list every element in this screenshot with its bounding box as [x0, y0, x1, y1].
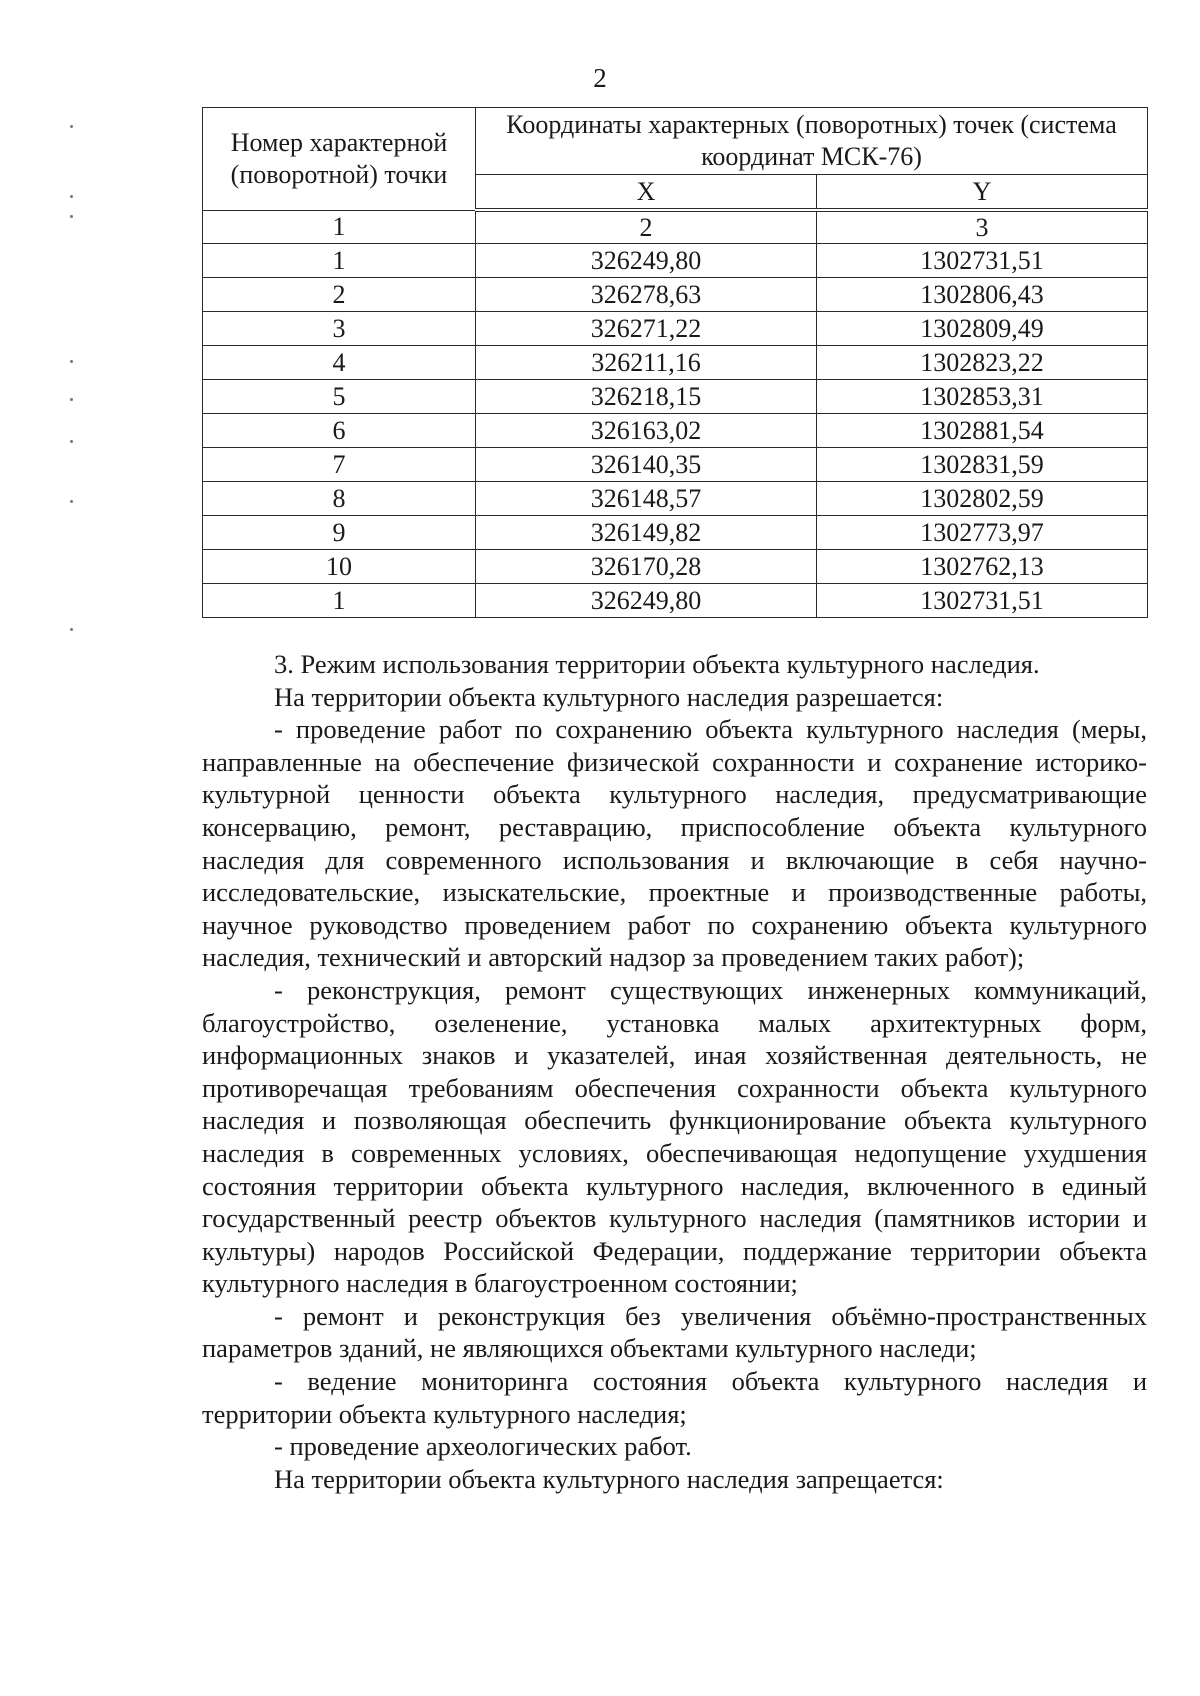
section-heading: 3. Режим использования территории объекта культурного наследия.: [274, 649, 1040, 679]
point-number: 9: [203, 516, 476, 550]
scan-mark: [70, 628, 73, 631]
point-number: 5: [203, 380, 476, 414]
coord-x: 326249,80: [476, 244, 817, 278]
coord-y: 1302802,59: [817, 482, 1148, 516]
table-row: [203, 414, 1148, 448]
coord-y: 1302762,13: [817, 550, 1148, 584]
list-item: - ремонт и реконструкция без увеличения объёмно-пространственных параметров зданий, не являющихся объектами культурного наследи;: [202, 1300, 1147, 1364]
scan-mark: [70, 215, 73, 218]
header-x: X: [476, 175, 817, 211]
list-item: - реконструкция, ремонт существующих инженерных коммуникаций, благоустройство, озеленение, установка малых архитектурных форм, информационных знаков и указателей, иная хозяйственная деятельность, не противоречащая требованиям обеспечения сохранности объекта культурного наследия и позволяющая обеспечить функционирование объекта культурного наследия в современных условиях, обеспечивающая недопущение ухудшения состояния территории объекта культурного наследия, включенного в единый государственный реестр объектов культурного наследия (памятников истории и культуры) народов Российской Федерации, поддержание территории объекта культурного наследия в благоустроенном состоянии;: [202, 974, 1147, 1299]
coordinates-table: [202, 107, 1148, 618]
point-number: 1: [203, 244, 476, 278]
point-number: 3: [203, 312, 476, 346]
table-row: [203, 312, 1148, 346]
point-number: 2: [203, 278, 476, 312]
coord-x: 326249,80: [476, 584, 817, 618]
coord-x: 326271,22: [476, 312, 817, 346]
point-number: 10: [203, 550, 476, 584]
scan-mark: [70, 125, 73, 128]
column-index: 2: [476, 210, 817, 244]
scan-mark: [70, 398, 73, 401]
table-row: [203, 482, 1148, 516]
table-row: [203, 346, 1148, 380]
point-number: 6: [203, 414, 476, 448]
header-point-number: Номер характерной (поворотной) точки: [203, 108, 476, 211]
coord-x: 326148,57: [476, 482, 817, 516]
coord-y: 1302809,49: [817, 312, 1148, 346]
coord-y: 1302823,22: [817, 346, 1148, 380]
column-index: 1: [203, 210, 476, 244]
table-row: [203, 550, 1148, 584]
table-row: [203, 380, 1148, 414]
scan-mark: [70, 360, 73, 363]
coord-y: 1302806,43: [817, 278, 1148, 312]
coord-y: 1302881,54: [817, 414, 1148, 448]
column-index-row: [203, 210, 1148, 244]
coord-x: 326170,28: [476, 550, 817, 584]
regime-section: [202, 648, 1147, 1495]
coord-x: 326211,16: [476, 346, 817, 380]
point-number: 8: [203, 482, 476, 516]
point-number: 7: [203, 448, 476, 482]
scan-mark: [70, 195, 73, 198]
coord-y: 1302731,51: [817, 244, 1148, 278]
scan-mark: [70, 440, 73, 443]
paragraph: На территории объекта культурного наследия запрещается:: [274, 1463, 944, 1494]
coord-y: 1302773,97: [817, 516, 1148, 550]
table-row: [203, 278, 1148, 312]
coord-x: 326218,15: [476, 380, 817, 414]
list-item: - проведение работ по сохранению объекта культурного наследия (меры, направленные на обеспечение физической сохранности и сохранение историко-культурной ценности объекта культурного наследия, предусматривающие консервацию, ремонт, реставрацию, приспособление объекта культурного наследия для современного использования и включающие в себя научно-исследовательские, изыскательские, проектные и производственные работы, научное руководство проведением работ по сохранению объекта культурного наследия, технический и авторский надзор за проведением таких работ);: [202, 714, 1147, 973]
list-item: - проведение археологических работ.: [274, 1431, 692, 1462]
header-y: Y: [817, 175, 1148, 211]
table-row: [203, 244, 1148, 278]
coord-y: 1302853,31: [817, 380, 1148, 414]
coord-x: 326149,82: [476, 516, 817, 550]
list-item: - ведение мониторинга состояния объекта культурного наследия и территории объекта культурного наследия;: [202, 1366, 1147, 1429]
table-row: [203, 584, 1148, 618]
coord-x: 326278,63: [476, 278, 817, 312]
scan-mark: [70, 500, 73, 503]
table-row: [203, 448, 1148, 482]
coord-x: 326140,35: [476, 448, 817, 482]
coord-x: 326163,02: [476, 414, 817, 448]
point-number: 1: [203, 584, 476, 618]
column-index: 3: [817, 210, 1148, 244]
page-number: 2: [593, 63, 607, 93]
point-number: 4: [203, 346, 476, 380]
table-row: [203, 516, 1148, 550]
paragraph: На территории объекта культурного наследия разрешается:: [274, 681, 944, 712]
coord-y: 1302731,51: [817, 584, 1148, 618]
header-coordinates: Координаты характерных (поворотных) точек (система координат МСК-76): [476, 108, 1148, 175]
coord-y: 1302831,59: [817, 448, 1148, 482]
